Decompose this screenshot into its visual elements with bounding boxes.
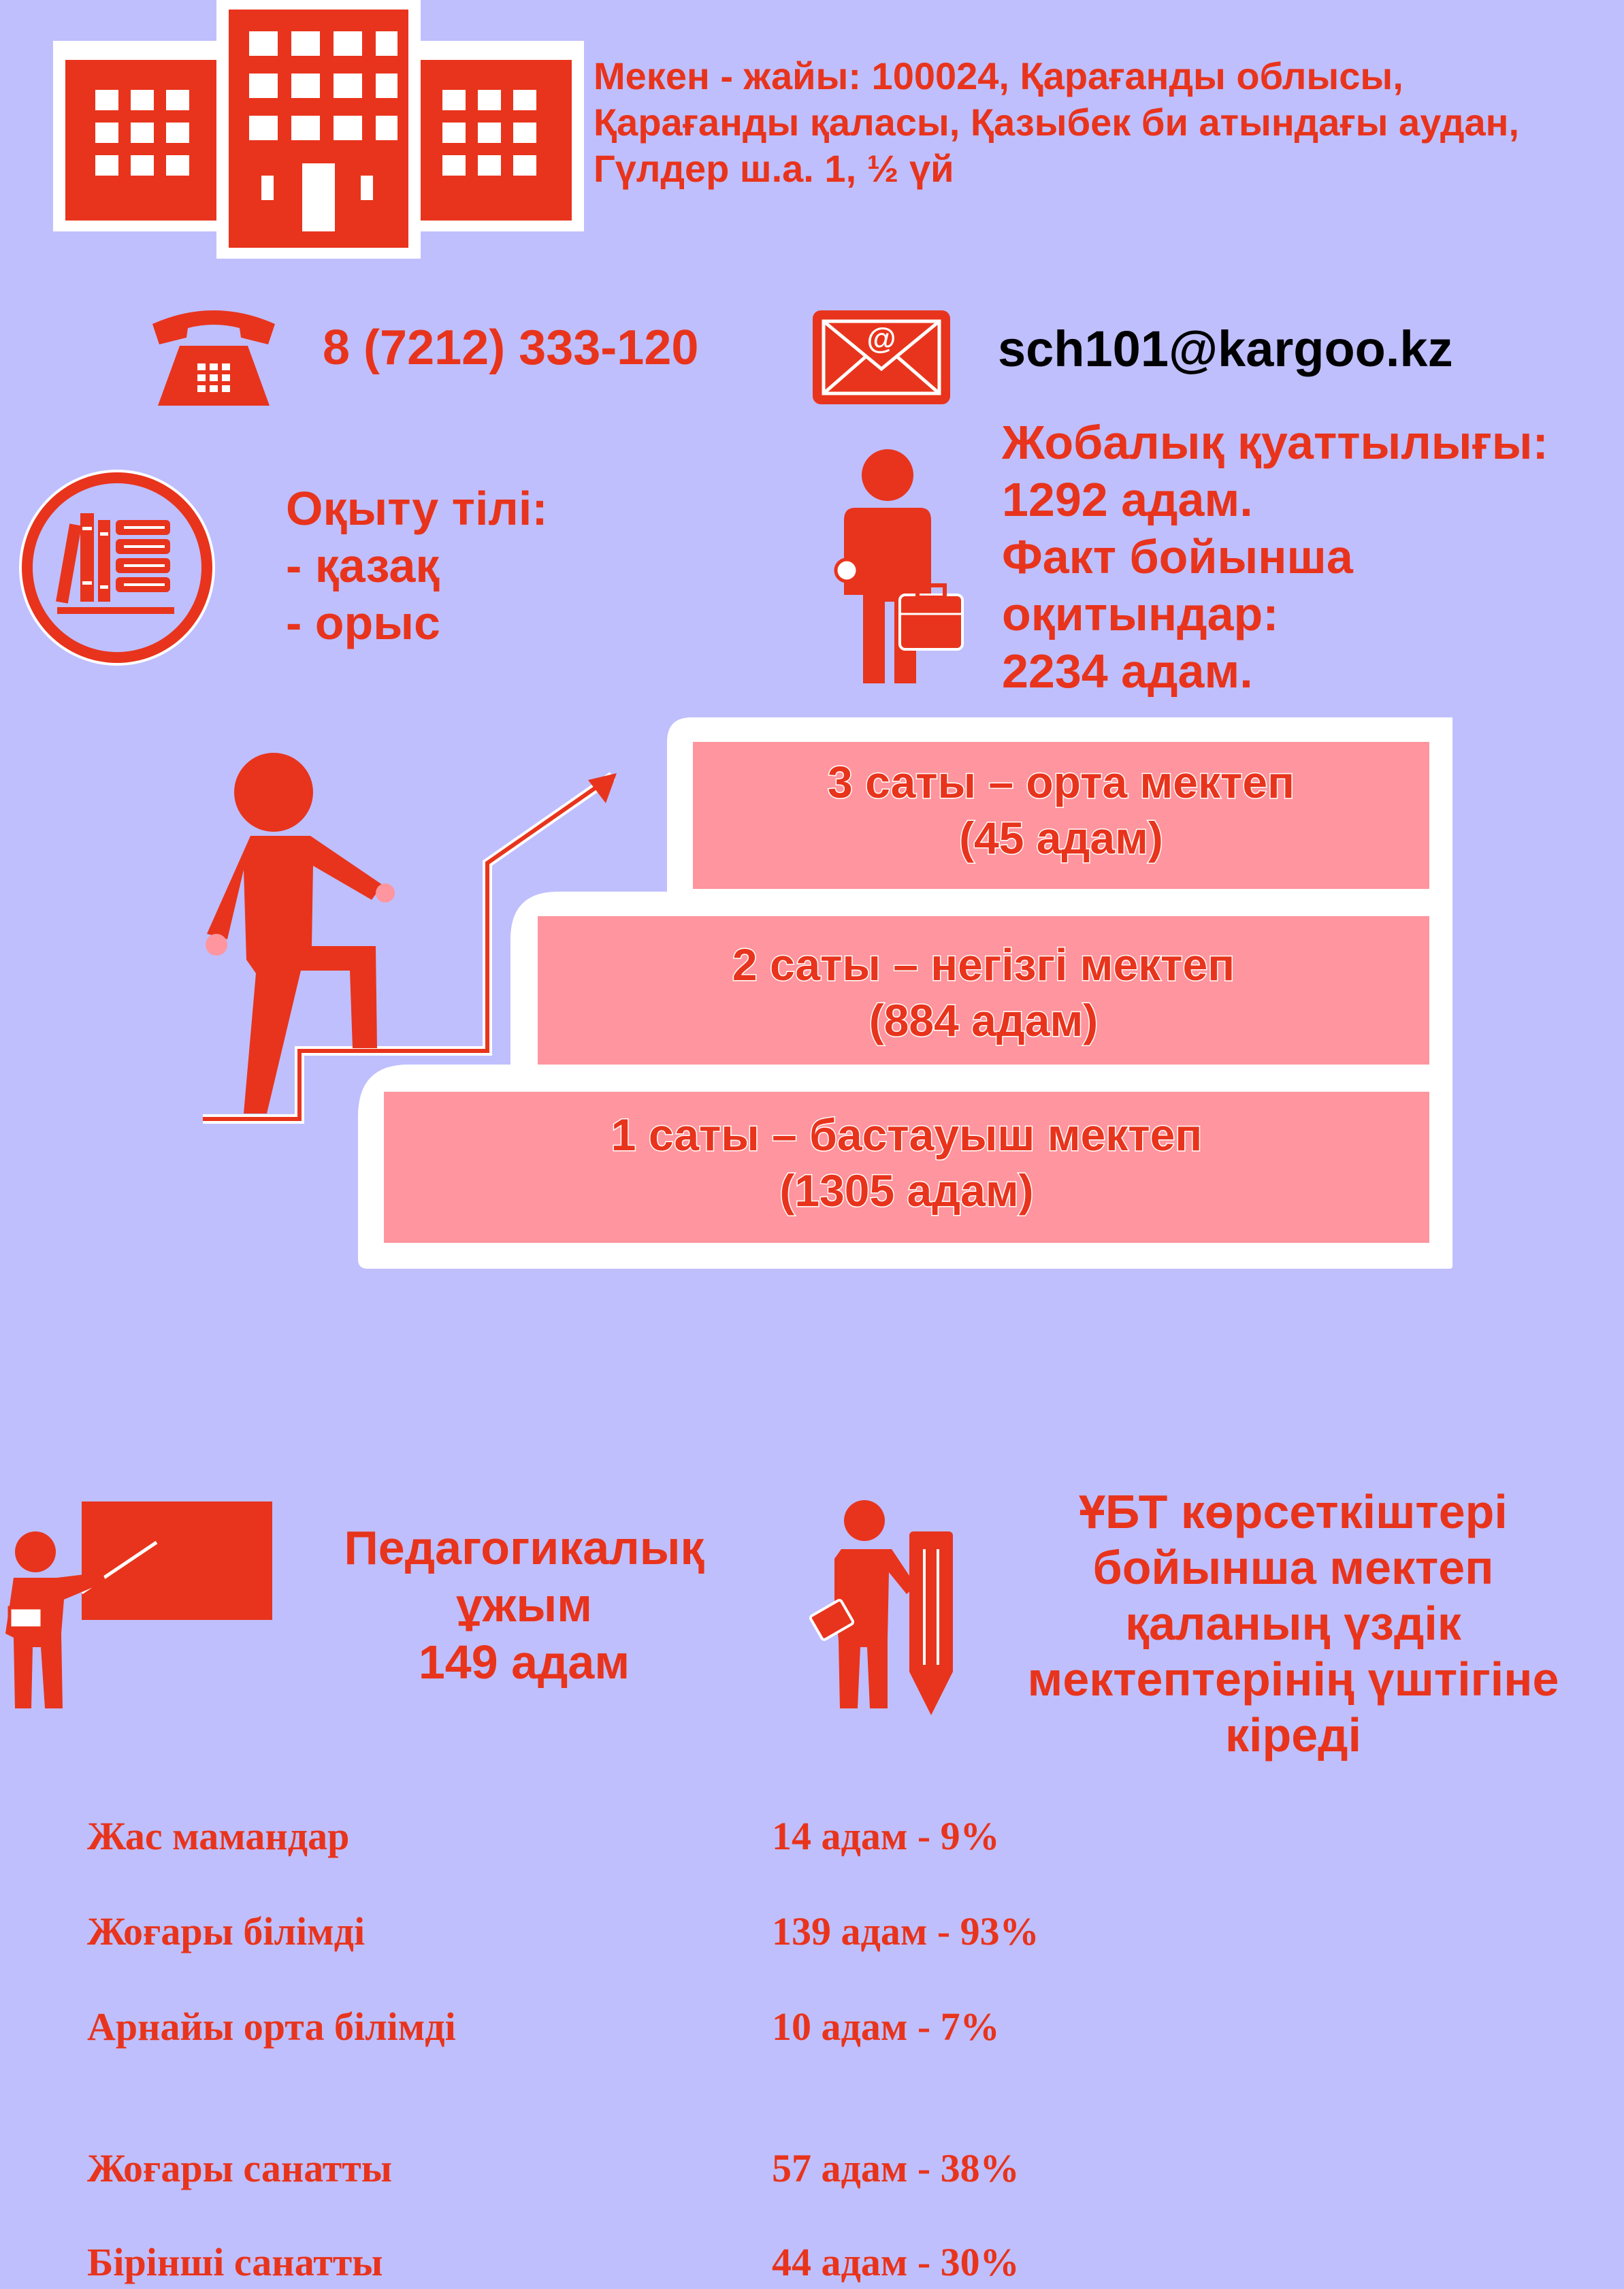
step-1-label xyxy=(384,1107,1429,1218)
pedagogical-title: Педагогикалық xyxy=(344,1521,704,1574)
ubt-line-2: бойынша мектеп xyxy=(1092,1541,1494,1594)
capacity-actual-label: Факт бойынша xyxy=(1002,530,1353,583)
school-building-icon xyxy=(53,0,584,259)
teacher-board-icon xyxy=(0,1497,279,1715)
capacity-block xyxy=(1002,414,1548,700)
stat-value: 57 адам - 38% xyxy=(772,2146,1020,2190)
languages-block xyxy=(286,480,548,651)
svg-text:@: @ xyxy=(866,322,896,355)
step-3-label xyxy=(693,754,1429,866)
address-line-3: Гүлдер ш.а. 1, ½ үй xyxy=(594,147,954,190)
businessman-icon xyxy=(832,445,968,690)
pedagogical-title-2: ұжым xyxy=(455,1578,593,1631)
language-item: - орыс xyxy=(286,596,440,649)
step-3-count: (45 адам) xyxy=(959,813,1163,863)
stat-label: Бірінші санатты xyxy=(87,2240,383,2284)
ubt-line-5: кіреді xyxy=(1224,1708,1362,1762)
pedagogical-count: 149 адам xyxy=(418,1636,630,1689)
language-item: - қазақ xyxy=(286,539,440,592)
email-envelope-icon xyxy=(810,308,953,407)
step-2-label xyxy=(538,937,1429,1048)
phone-number[interactable]: 8 (7212) 333-120 xyxy=(323,321,699,375)
ubt-line-3: қаланың үздік xyxy=(1125,1597,1461,1650)
stat-value: 44 адам - 30% xyxy=(772,2240,1020,2284)
email-address[interactable]: sch101@kargoo.kz xyxy=(998,321,1453,377)
capacity-design-value: 1292 адам. xyxy=(1002,473,1253,526)
stat-value: 139 адам - 93% xyxy=(772,1909,1039,1953)
languages-title: Оқыту тілі: xyxy=(286,482,548,535)
step-2-title: 2 саты – негізгі мектеп xyxy=(732,939,1235,990)
stat-value: 10 адам - 7% xyxy=(772,2004,1000,2049)
address-line-2: Қарағанды қаласы, Қазыбек би атындағы аудан, xyxy=(594,101,1520,144)
stat-value: 14 адам - 9% xyxy=(772,1814,1000,1858)
ubt-line-1: ҰБТ көрсеткіштері xyxy=(1079,1485,1508,1538)
books-icon xyxy=(15,466,219,670)
stat-label: Жоғары санатты xyxy=(87,2146,392,2190)
capacity-design-label: Жобалық қуаттылығы: xyxy=(1002,416,1548,469)
stat-label: Жас мамандар xyxy=(87,1814,350,1858)
ubt-line-4: мектептерінің үштігіне xyxy=(1027,1653,1559,1706)
pedagogical-block xyxy=(299,1519,749,1691)
phone-icon xyxy=(146,304,282,412)
ubt-block xyxy=(980,1484,1606,1763)
step-3-title: 3 саты – орта мектеп xyxy=(828,757,1295,807)
step-1-count: (1305 адам) xyxy=(779,1165,1034,1216)
step-1-title: 1 саты – бастауыш мектеп xyxy=(611,1109,1203,1160)
stat-label: Арнайы орта білімді xyxy=(87,2004,456,2049)
address-block xyxy=(594,53,1519,192)
student-pencil-icon xyxy=(807,1497,971,1715)
capacity-actual-value: 2234 адам. xyxy=(1002,645,1253,698)
step-2-count: (884 адам) xyxy=(868,995,1099,1045)
capacity-actual-label-2: оқитындар: xyxy=(1002,587,1279,640)
address-line-1: Мекен - жайы: 100024, Қарағанды облысы, xyxy=(594,54,1403,97)
stat-label: Жоғары білімді xyxy=(87,1909,366,1953)
